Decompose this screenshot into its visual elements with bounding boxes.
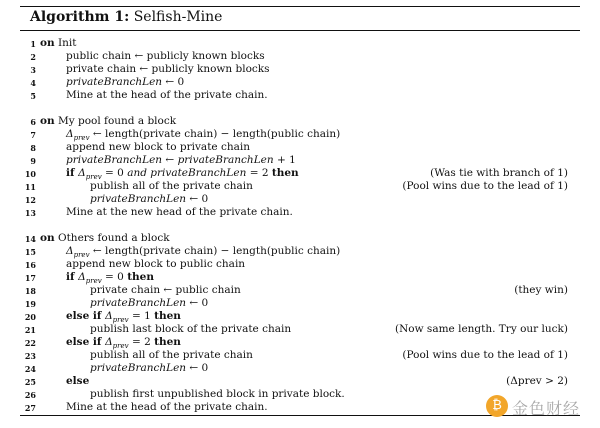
code-segment: prev — [73, 134, 90, 143]
line-code — [66, 89, 268, 102]
header-rule — [20, 30, 580, 31]
line-number: 23 — [24, 351, 36, 361]
line-comment: (Pool wins due to the lead of 1) — [402, 180, 568, 192]
code-segment: ← 0 — [186, 193, 209, 205]
line-code — [90, 297, 208, 310]
algorithm-line — [20, 336, 580, 349]
algorithm-line — [20, 115, 580, 128]
line-code — [90, 323, 291, 336]
code-segment: private chain ← public chain — [90, 284, 241, 296]
code-segment: = 0 — [101, 271, 128, 283]
algorithm-title — [30, 9, 222, 25]
code-segment: publish all of the private chain — [90, 180, 253, 192]
algorithm-line — [20, 63, 580, 76]
algorithm-line — [20, 180, 580, 193]
line-number: 14 — [24, 234, 36, 244]
code-segment: privateBranchLen — [90, 297, 187, 309]
algorithm-line — [20, 50, 580, 63]
line-number: 4 — [30, 78, 36, 88]
code-segment: Init — [54, 37, 77, 49]
code-segment: on — [40, 115, 55, 127]
code-segment: Mine at the head of the private chain. — [66, 401, 268, 413]
code-segment: prev — [112, 342, 129, 351]
code-segment: privateBranchLen — [90, 193, 187, 205]
code-segment: Δ — [78, 271, 86, 283]
code-segment: else if — [66, 310, 106, 322]
algorithm-line — [20, 154, 580, 167]
line-comment: (Was tie with branch of 1) — [430, 167, 568, 179]
algorithm-line — [20, 206, 580, 219]
code-segment: ← 0 — [186, 362, 209, 374]
line-number: 12 — [24, 195, 36, 205]
algorithm-name: Selfish-Mine — [133, 9, 223, 25]
line-number: 9 — [30, 156, 36, 166]
line-code — [66, 50, 265, 63]
line-code — [90, 180, 253, 193]
line-code — [66, 206, 293, 219]
line-code — [90, 284, 241, 297]
code-segment: on — [40, 37, 55, 49]
line-number: 7 — [30, 130, 36, 140]
line-number: 8 — [30, 143, 36, 153]
line-comment: (Δprev > 2) — [506, 375, 568, 387]
line-comment: (Now same length. Try our luck) — [395, 323, 568, 335]
algorithm-line — [20, 310, 580, 323]
code-segment: ← 0 — [162, 76, 185, 88]
line-number: 25 — [24, 377, 36, 387]
line-code — [40, 232, 170, 245]
algorithm-line — [20, 245, 580, 258]
code-segment: ← 0 — [186, 297, 209, 309]
code-segment: publish all of the private chain — [90, 349, 253, 361]
code-segment: ← length(private chain) − length(public chain) — [89, 128, 341, 140]
code-segment: privateBranchLen — [177, 154, 274, 166]
algorithm-line — [20, 375, 580, 388]
line-code — [40, 115, 176, 128]
line-number: 24 — [24, 364, 36, 374]
code-segment: if — [66, 167, 79, 179]
code-segment: privateBranchLen — [66, 76, 163, 88]
code-segment: and — [127, 167, 147, 179]
top-rule — [20, 6, 580, 7]
code-segment: then — [154, 336, 181, 348]
line-number: 5 — [30, 91, 36, 101]
algorithm-line — [20, 271, 580, 284]
code-segment: publish last block of the private chain — [90, 323, 292, 335]
code-segment: private chain ← publicly known blocks — [66, 63, 270, 75]
line-code — [90, 193, 208, 206]
line-code — [66, 63, 270, 76]
line-code — [40, 37, 76, 50]
algorithm-line — [20, 37, 580, 50]
code-segment: else if — [66, 336, 106, 348]
code-segment: Δ — [105, 310, 113, 322]
line-code — [90, 362, 208, 375]
code-segment: prev — [85, 277, 102, 286]
code-segment: = 2 — [246, 167, 272, 179]
line-number: 27 — [24, 403, 36, 413]
code-segment: prev — [112, 316, 129, 325]
line-number: 6 — [30, 117, 36, 127]
code-segment: then — [127, 271, 155, 283]
algorithm-line — [20, 193, 580, 206]
code-segment: append new block to private chain — [66, 141, 250, 153]
line-code — [66, 258, 245, 271]
algorithm-line — [20, 323, 580, 336]
code-segment: privateBranchLen — [150, 167, 247, 179]
line-code — [66, 141, 250, 154]
code-segment: privateBranchLen — [66, 154, 163, 166]
line-number: 2 — [30, 52, 36, 62]
code-segment: privateBranchLen — [90, 362, 187, 374]
code-segment: = 1 — [128, 310, 155, 322]
code-segment: then — [154, 310, 181, 322]
line-number: 26 — [24, 390, 36, 400]
line-code — [66, 401, 268, 414]
code-segment: = 2 — [128, 336, 155, 348]
line-number: 19 — [24, 299, 36, 309]
line-number: 18 — [24, 286, 36, 296]
line-number: 15 — [24, 247, 36, 257]
code-segment: ← length(private chain) − length(public chain) — [89, 245, 341, 257]
code-segment: = 0 — [101, 167, 128, 179]
code-segment: Δ — [78, 167, 86, 179]
code-segment: Mine at the head of the private chain. — [66, 89, 268, 101]
code-segment: Others found a block — [54, 232, 170, 244]
code-segment: Δ — [105, 336, 113, 348]
line-number: 1 — [30, 39, 36, 49]
watermark — [486, 392, 590, 422]
line-number: 16 — [24, 260, 36, 270]
line-code — [66, 375, 89, 388]
line-code — [66, 154, 296, 167]
line-number: 3 — [30, 65, 36, 75]
code-segment: Mine at the new head of the private chain. — [66, 206, 293, 218]
line-code — [90, 388, 345, 401]
code-segment: ← — [162, 154, 178, 166]
code-segment: publish first unpublished block in private block. — [90, 388, 345, 400]
line-comment: (they win) — [514, 284, 568, 296]
line-number: 21 — [24, 325, 36, 335]
line-number: 22 — [24, 338, 36, 348]
algorithm-line — [20, 232, 580, 245]
code-segment: + 1 — [273, 154, 296, 166]
code-segment: then — [271, 167, 299, 179]
code-segment: Δ — [66, 128, 74, 140]
line-number: 20 — [24, 312, 36, 322]
coin-logo-icon: ₿ — [486, 395, 508, 417]
line-comment: (Pool wins due to the lead of 1) — [402, 349, 568, 361]
line-code — [66, 76, 184, 89]
code-segment: My pool found a block — [54, 115, 177, 127]
algorithm-line — [20, 89, 580, 102]
algorithm-label: Algorithm 1: — [30, 9, 130, 25]
algorithm-line — [20, 297, 580, 310]
code-segment: on — [40, 232, 55, 244]
algorithm-line — [20, 284, 580, 297]
line-number: 17 — [24, 273, 36, 283]
watermark-text: 金色财经 — [512, 399, 581, 418]
code-segment: prev — [85, 173, 102, 182]
code-segment: public chain ← publicly known blocks — [66, 50, 265, 62]
algorithm-line — [20, 76, 580, 89]
algorithm-line — [20, 141, 580, 154]
code-segment: prev — [73, 251, 90, 260]
line-code — [90, 349, 253, 362]
algorithm-line — [20, 258, 580, 271]
code-segment: if — [66, 271, 79, 283]
algorithm-line — [20, 128, 580, 141]
algorithm-line — [20, 167, 580, 180]
algorithm-line — [20, 362, 580, 375]
line-number: 13 — [24, 208, 36, 218]
line-number: 10 — [24, 169, 36, 179]
code-segment: Δ — [66, 245, 74, 257]
line-number: 11 — [24, 182, 36, 192]
algorithm-line — [20, 349, 580, 362]
code-segment: else — [66, 375, 90, 387]
code-segment: append new block to public chain — [66, 258, 246, 270]
